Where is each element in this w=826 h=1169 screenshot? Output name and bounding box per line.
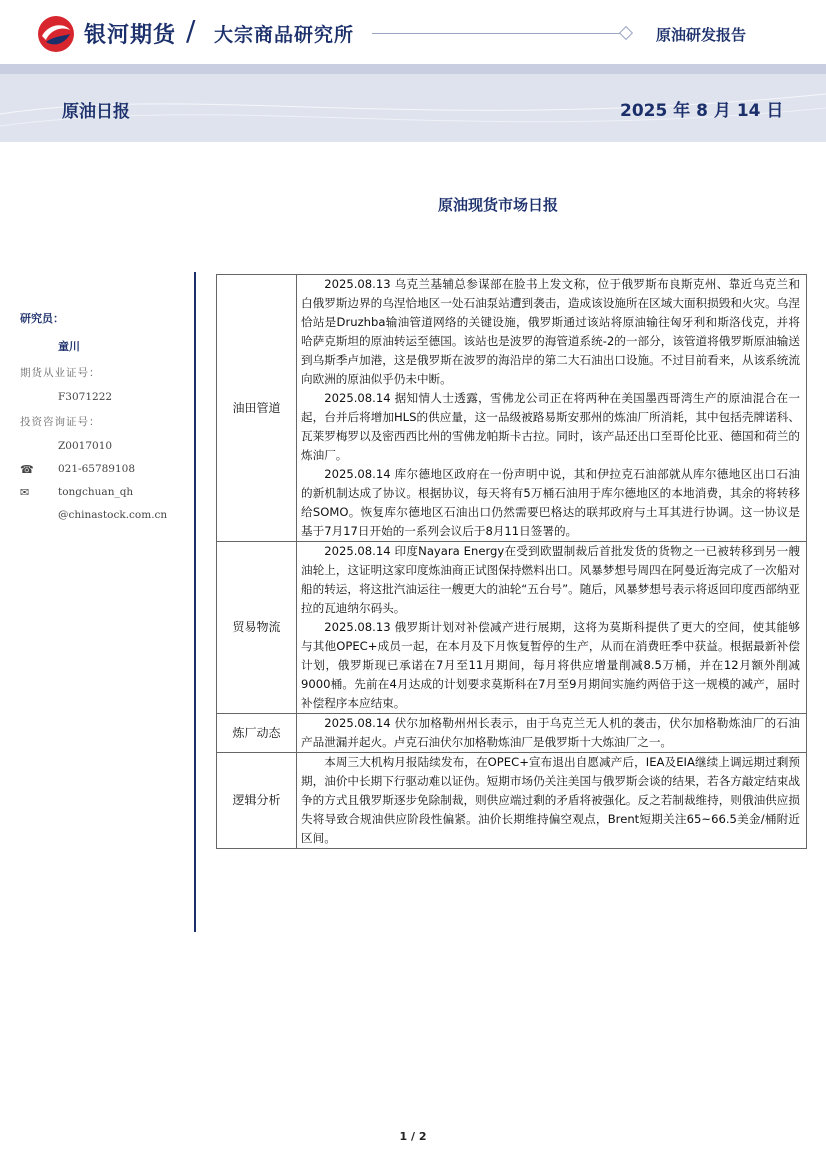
mail-icon: ✉ bbox=[20, 486, 30, 499]
category-cell: 逻辑分析 bbox=[217, 753, 297, 849]
market-report-table bbox=[216, 274, 807, 849]
page-number: 1 / 2 bbox=[399, 1130, 427, 1143]
brand-name: 银河期货 bbox=[84, 23, 177, 48]
table-row bbox=[217, 275, 807, 542]
sidebar-divider bbox=[194, 272, 196, 932]
advisory-cert-label: 投资咨询证号： bbox=[20, 416, 101, 428]
researcher-name: 童川 bbox=[58, 340, 80, 353]
report-type: 原油研发报告 bbox=[656, 26, 747, 44]
report-header bbox=[0, 0, 826, 68]
report-title: 原油日报 bbox=[62, 102, 130, 122]
email-line-1[interactable]: tongchuan_qh bbox=[58, 486, 134, 498]
header-rule bbox=[372, 33, 622, 34]
institute-name: 大宗商品研究所 bbox=[214, 24, 355, 46]
paragraph: 2025.08.14 据知情人士透露，雪佛龙公司正在将两种在美国墨西哥湾生产的原油混合在一起，台并后将增加HLS的供应量，这一品级被路易斯安那州的炼油厂所消耗，其中包括壳牌诺科、瓦莱罗梅罗以及密西西比州的雪佛龙帕斯卡古拉。同时，该产品还出口至哥伦比亚、德国和荷兰的炼油厂。 bbox=[301, 391, 800, 462]
table-row bbox=[217, 542, 807, 714]
advisory-cert: Z0017010 bbox=[58, 440, 113, 452]
futures-cert-label: 期货从业证号： bbox=[20, 367, 101, 379]
email-line-2[interactable]: @chinastock.com.cn bbox=[58, 509, 168, 521]
phone-row bbox=[20, 463, 190, 475]
header-divider: / bbox=[186, 14, 196, 47]
paragraph: 2025.08.14 印度Nayara Energy在受到欧盟制裁后首批发货的货物之一已被转移到另一艘油轮上，这证明这家印度炼油商正试图保持燃料出口。风暴梦想号周四在阿曼近海完成了一次船对船的转运，将这批汽油运往一艘更大的油轮“五台号”。随后，风暴梦想号表示将返回印度西部纳亚拉的瓦迪纳尔码头。 bbox=[301, 544, 800, 615]
category-cell: 油田管道 bbox=[217, 275, 297, 542]
phone-number: 021-65789108 bbox=[58, 463, 136, 475]
category-cell: 炼厂动态 bbox=[217, 714, 297, 753]
category-cell: 贸易物流 bbox=[217, 542, 297, 714]
paragraph: 2025.08.13 乌克兰基辅总参谋部在脸书上发文称，位于俄罗斯布良斯克州、靠近乌克兰和白俄罗斯边界的乌涅恰地区一处石油泵站遭到袭击，造成该设施所在区域大面积损毁和火灾。乌涅恰站是Druzhba输油管道网络的关键设施，俄罗斯通过该站将原油输往匈牙利和斯洛伐克，并将哈萨克斯坦的原油转运至德国。该站也是波罗的海管道系统-2的一部分，该管道将俄罗斯原油输送到乌斯季卢加港，这是俄罗斯在波罗的海沿岸的第二大石油出口设施。不过目前看来，从该系统流向欧洲的原油似乎仍未中断。 bbox=[301, 277, 800, 386]
futures-cert: F3071222 bbox=[58, 391, 113, 403]
phone-icon: ☎ bbox=[20, 463, 34, 476]
diamond-icon bbox=[619, 26, 633, 40]
report-date: 2025 年 8 月 14 日 bbox=[620, 101, 784, 121]
analyst-sidebar bbox=[20, 310, 190, 532]
paragraph: 2025.08.13 俄罗斯计划对补偿减产进行展期，这将为莫斯科提供了更大的空间，使其能够与其他OPEC+成员一起，在本月及下月恢复暂停的生产，从而在消费旺季中获益。根据最新补偿计划，俄罗斯现已承诺在7月至11月期间，每月将供应增量削减8.5万桶，并在12月额外削减9000桶。先前在4月达成的计划要求莫斯科在7月至9月期间实施约两倍于这一规模的减产，届时补偿程序本应结束。 bbox=[301, 620, 800, 710]
researcher-label: 研究员： bbox=[20, 312, 64, 325]
galaxy-logo-icon bbox=[36, 14, 76, 54]
email-row bbox=[20, 486, 190, 498]
table-row bbox=[217, 753, 807, 849]
document-title: 原油现货市场日报 bbox=[437, 196, 558, 214]
paragraph: 2025.08.14 伏尔加格勒州州长表示，由于乌克兰无人机的袭击，伏尔加格勒炼油厂的石油产品泄漏并起火。卢克石油伏尔加格勒炼油厂是俄罗斯十大炼油厂之一。 bbox=[301, 716, 800, 749]
content-cell bbox=[297, 753, 807, 849]
content-cell bbox=[297, 714, 807, 753]
paragraph: 2025.08.14 库尔德地区政府在一份声明中说，其和伊拉克石油部就从库尔德地区出口石油的新机制达成了协议。根据协议，每天将有5万桶石油用于库尔德地区的本地消费，其余的将转移给SOMO。恢复库尔德地区石油出口仍然需要巴格达的联邦政府与土耳其进行协调。这一协议是基于7月17日开始的一系列会议后于8月11日签署的。 bbox=[301, 467, 800, 538]
paragraph: 本周三大机构月报陆续发布，在OPEC+宣布退出自愿减产后，IEA及EIA继续上调远期过剩预期，油价中长期下行驱动难以证伪。短期市场仍关注美国与俄罗斯会谈的结果，若各方敲定结束战争的方式且俄罗斯逐步免除制裁，则供应端过剩的矛盾将被强化。反之若制裁维持，则俄油供应损失将导致合规油供应阶段性偏紧。油价长期维持偏空观点，Brent短期关注65~66.5美金/桶附近区间。 bbox=[301, 755, 800, 845]
header-band-top bbox=[0, 64, 826, 74]
table-row bbox=[217, 714, 807, 753]
content-cell bbox=[297, 275, 807, 542]
content-cell bbox=[297, 542, 807, 714]
